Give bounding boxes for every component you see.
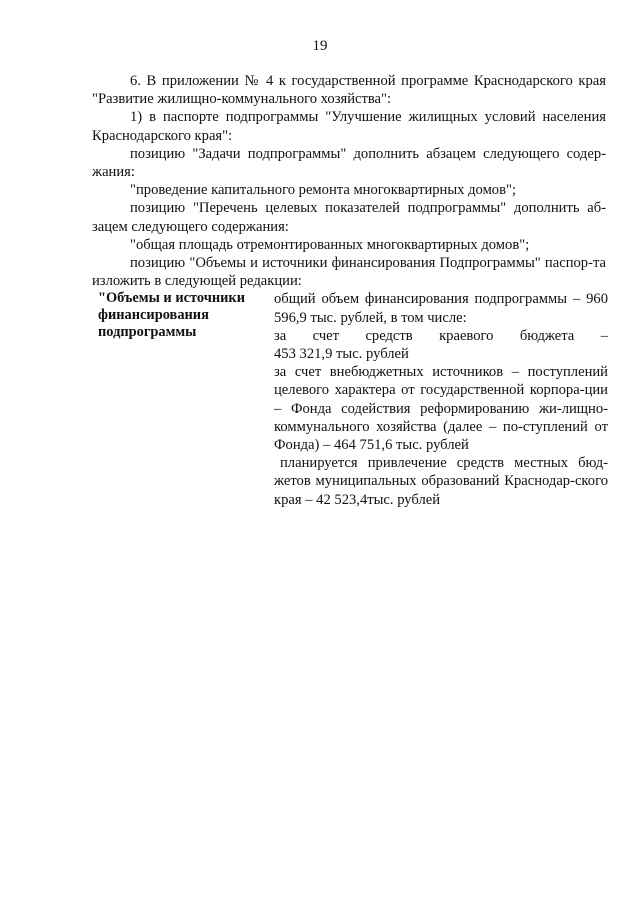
financing-total: общий объем финансирования подпрограммы – 960 596,9 тыс. рублей, в том числе: <box>274 291 608 326</box>
financing-table-label <box>92 290 266 508</box>
regional-word-2: счет <box>312 327 340 344</box>
financing-regional-amount: 453 321,9 тыс. рублей <box>274 346 409 363</box>
paragraph-tasks-position: позицию "Задачи подпрограммы" дополнить абзацем следующего содер-жания: <box>92 145 606 181</box>
financing-extra-budget: за счет внебюджетных источников – поступлений целевого характера от государственной корпора-ции – Фонда содействия реформированию жи-лищно-коммунального хозяйства (далее – по-ступлений от Фонда) – 464 751,6 тыс. рублей <box>274 364 608 454</box>
paragraph-financing-position: позицию "Объемы и источники финансирования Подпрограммы" паспор-та изложить в следующей редакции: <box>92 255 606 290</box>
financing-label-line-2: финансирования <box>98 307 209 324</box>
regional-word-4: краевого <box>439 327 494 344</box>
regional-word-6: – <box>600 327 608 344</box>
financing-local: планируется привлечение средств местных бюд-жетов муниципальных образований Краснодар-ского края – 42 523,4тыс. рублей <box>274 455 608 508</box>
paragraph-tasks-quote: "проведение капитального ремонта многоквартирных домов"; <box>130 182 516 199</box>
paragraph-subitem-1: 1) в паспорте подпрограммы "Улучшение жилищных условий населения Краснодарского края": <box>92 109 606 144</box>
document-body <box>92 72 606 509</box>
paragraph-item-6: 6. В приложении № 4 к государственной программе Краснодарского края "Развитие жилищно-коммунального хозяйства": <box>92 73 606 108</box>
paragraph-indicators-quote: "общая площадь отремонтированных многоквартирных домов"; <box>130 236 530 253</box>
financing-regional-line <box>274 327 608 345</box>
financing-table-values <box>274 290 608 508</box>
paragraph-indicators-position: позицию "Перечень целевых показателей подпрограммы" дополнить аб-зацем следующего содержания: <box>92 200 606 235</box>
financing-label-line-3: подпрограммы <box>98 324 197 341</box>
financing-table <box>92 290 606 508</box>
regional-word-1: за <box>274 327 287 344</box>
page-number: 19 <box>312 38 328 54</box>
regional-word-3: средств <box>365 327 413 344</box>
regional-word-5: бюджета <box>519 327 575 344</box>
financing-label-line-1: "Объемы и источники <box>98 290 245 307</box>
